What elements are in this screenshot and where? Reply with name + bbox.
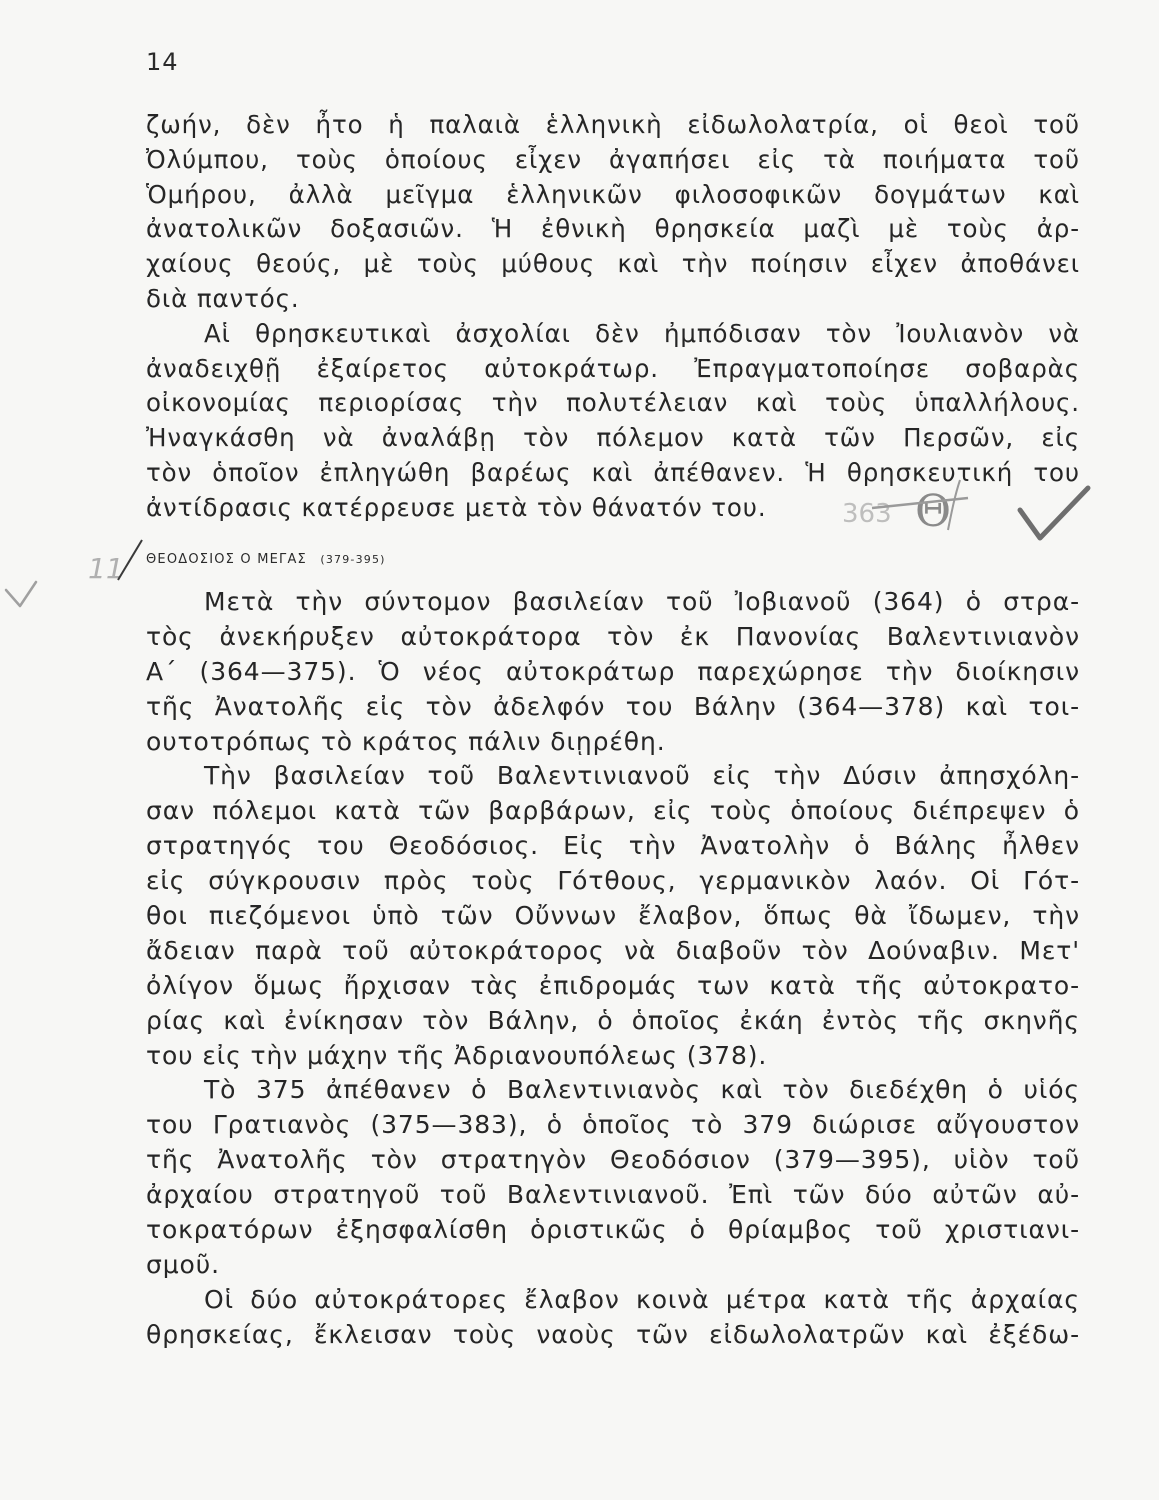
text-line: Τὴν βασιλείαν τοῦ Βαλεντινιανοῦ εἰς τὴν Δύσιν ἀπησχόλη- xyxy=(204,761,1080,791)
text-line: σαν πόλεμοι κατὰ τῶν βαρβάρων, εἰς τοὺς ὁποίους διέπρεψεν ὁ xyxy=(146,796,1080,826)
text-line: ζωήν, δὲν ἦτο ἡ παλαιὰ ἑλληνικὴ εἰδωλολατρία, οἱ θεοὶ τοῦ xyxy=(146,110,1080,139)
text-line: του εἰς τὴν μάχην τῆς Ἀδριανουπόλεως (378). xyxy=(146,1040,768,1070)
text-line: οἰκονομίας περιορίσας τὴν πολυτέλειαν καὶ τοὺς ὑπαλλήλους. xyxy=(146,388,1080,418)
paragraph-block-top xyxy=(146,108,1080,526)
text-line: σμοῦ. xyxy=(146,1249,220,1279)
text-line: χαίους θεούς, μὲ τοὺς μύθους καὶ τὴν ποίησιν εἶχεν ἀποθάνει xyxy=(146,249,1080,279)
text-line: ὀλίγον ὅμως ἤρχισαν τὰς ἐπιδρομάς των κατὰ τῆς αὐτοκρατο- xyxy=(146,970,1080,1000)
text-line: Ὀλύμπου, τοὺς ὁποίους εἶχεν ἀγαπήσει εἰς τὰ ποιήματα τοῦ xyxy=(146,144,1080,174)
text-line: ρίας καὶ ἐνίκησαν τὸν Βάλην, ὁ ὁποῖος ἐκάη ἐντὸς τῆς σκηνῆς xyxy=(146,1005,1080,1035)
text-line: Τὸ 375 ἀπέθανεν ὁ Βαλεντινιανὸς καὶ τὸν διεδέχθη ὁ υἱός xyxy=(204,1075,1080,1105)
pencil-number: 363 xyxy=(842,499,892,529)
section-heading-title: ΘΕΟΔΟΣΙΟΣ Ο ΜΕΓΑΣ xyxy=(146,552,307,567)
page-number: 14 xyxy=(146,48,179,76)
text-line: ἀνατολικῶν δοξασιῶν. Ἡ ἐθνικὴ θρησκεία μαζὶ μὲ τοὺς ἀρ- xyxy=(146,214,1080,244)
margin-number: 11 xyxy=(88,552,124,585)
text-line: Οἱ δύο αὐτοκράτορες ἔλαβον κοινὰ μέτρα κατὰ τῆς ἀρχαίας xyxy=(204,1284,1080,1314)
text-line: εἰς σύγκρουσιν πρὸς τοὺς Γότθους, γερμανικὸν λαόν. Οἱ Γότ- xyxy=(146,866,1080,896)
section-heading-dates: (379-395) xyxy=(320,553,386,566)
section-heading xyxy=(146,552,386,567)
text-line: τῆς Ἀνατολῆς εἰς τὸν ἀδελφόν του Βάλην (364—378) καὶ τοι- xyxy=(146,691,1080,721)
text-line: τὸς ἀνεκήρυξεν αὐτοκράτορα τὸν ἐκ Πανονίας Βαλεντινιανὸν xyxy=(146,621,1080,651)
text-line: ουτοτρόπως τὸ κράτος πάλιν διῃρέθη. xyxy=(146,726,666,756)
pencil-theta: Θ xyxy=(915,486,952,537)
text-line: του Γρατιανὸς (375—383), ὁ ὁποῖος τὸ 379 διώρισε αὔγουστον xyxy=(146,1110,1080,1140)
text-line: θρησκείας, ἔκλεισαν τοὺς ναοὺς τῶν εἰδωλολατρῶν καὶ ἐξέδω- xyxy=(146,1319,1080,1349)
text-line: Ἠναγκάσθη νὰ ἀναλάβῃ τὸν πόλεμον κατὰ τῶν Περσῶν, εἰς xyxy=(146,423,1080,453)
text-line: τοκρατόρων ἐξησφαλίσθη ὁριστικῶς ὁ θρίαμβος τοῦ χριστιανι- xyxy=(146,1215,1080,1245)
text-line: ἄδειαν παρὰ τοῦ αὐτοκράτορος νὰ διαβοῦν τὸν Δούναβιν. Μετ' xyxy=(146,935,1080,965)
text-line: θοι πιεζόμενοι ὑπὸ τῶν Οὔννων ἔλαβον, ὅπως θὰ ἴδωμεν, τὴν xyxy=(146,901,1080,931)
text-line: τῆς Ἀνατολῆς τὸν στρατηγὸν Θεοδόσιον (379—395), υἱὸν τοῦ xyxy=(146,1145,1080,1175)
text-line: Ὁμήρου, ἀλλὰ μεῖγμα ἑλληνικῶν φιλοσοφικῶν δογμάτων καὶ xyxy=(146,179,1080,209)
text-line: τὸν ὁποῖον ἐπληγώθη βαρέως καὶ ἀπέθανεν. Ἡ θρησκευτική του xyxy=(146,457,1080,487)
text-line: ἀρχαίου στρατηγοῦ τοῦ Βαλεντινιανοῦ. Ἐπὶ τῶν δύο αὐτῶν αὐ- xyxy=(146,1180,1080,1210)
text-line: Μετὰ τὴν σύντομον βασιλείαν τοῦ Ἰοβιανοῦ (364) ὁ στρα- xyxy=(204,587,1080,616)
text-line: Α΄ (364—375). Ὁ νέος αὐτοκράτωρ παρεχώρησε τὴν διοίκησιν xyxy=(146,656,1080,686)
text-line: ἀντίδρασις κατέρρευσε μετὰ τὸν θάνατόν του. xyxy=(146,492,767,522)
text-line: Αἱ θρησκευτικαὶ ἀσχολίαι δὲν ἠμπόδισαν τὸν Ἰουλιανὸν νὰ xyxy=(204,318,1080,348)
text-line: ἀναδειχθῇ ἐξαίρετος αὐτοκράτωρ. Ἐπραγματοποίησε σοβαρὰς xyxy=(146,353,1080,383)
paragraph-block-bottom xyxy=(146,585,1080,1353)
text-line: στρατηγός του Θεοδόσιος. Εἰς τὴν Ἀνατολὴν ὁ Βάλης ἦλθεν xyxy=(146,831,1080,861)
text-line: διὰ παντός. xyxy=(146,283,300,313)
